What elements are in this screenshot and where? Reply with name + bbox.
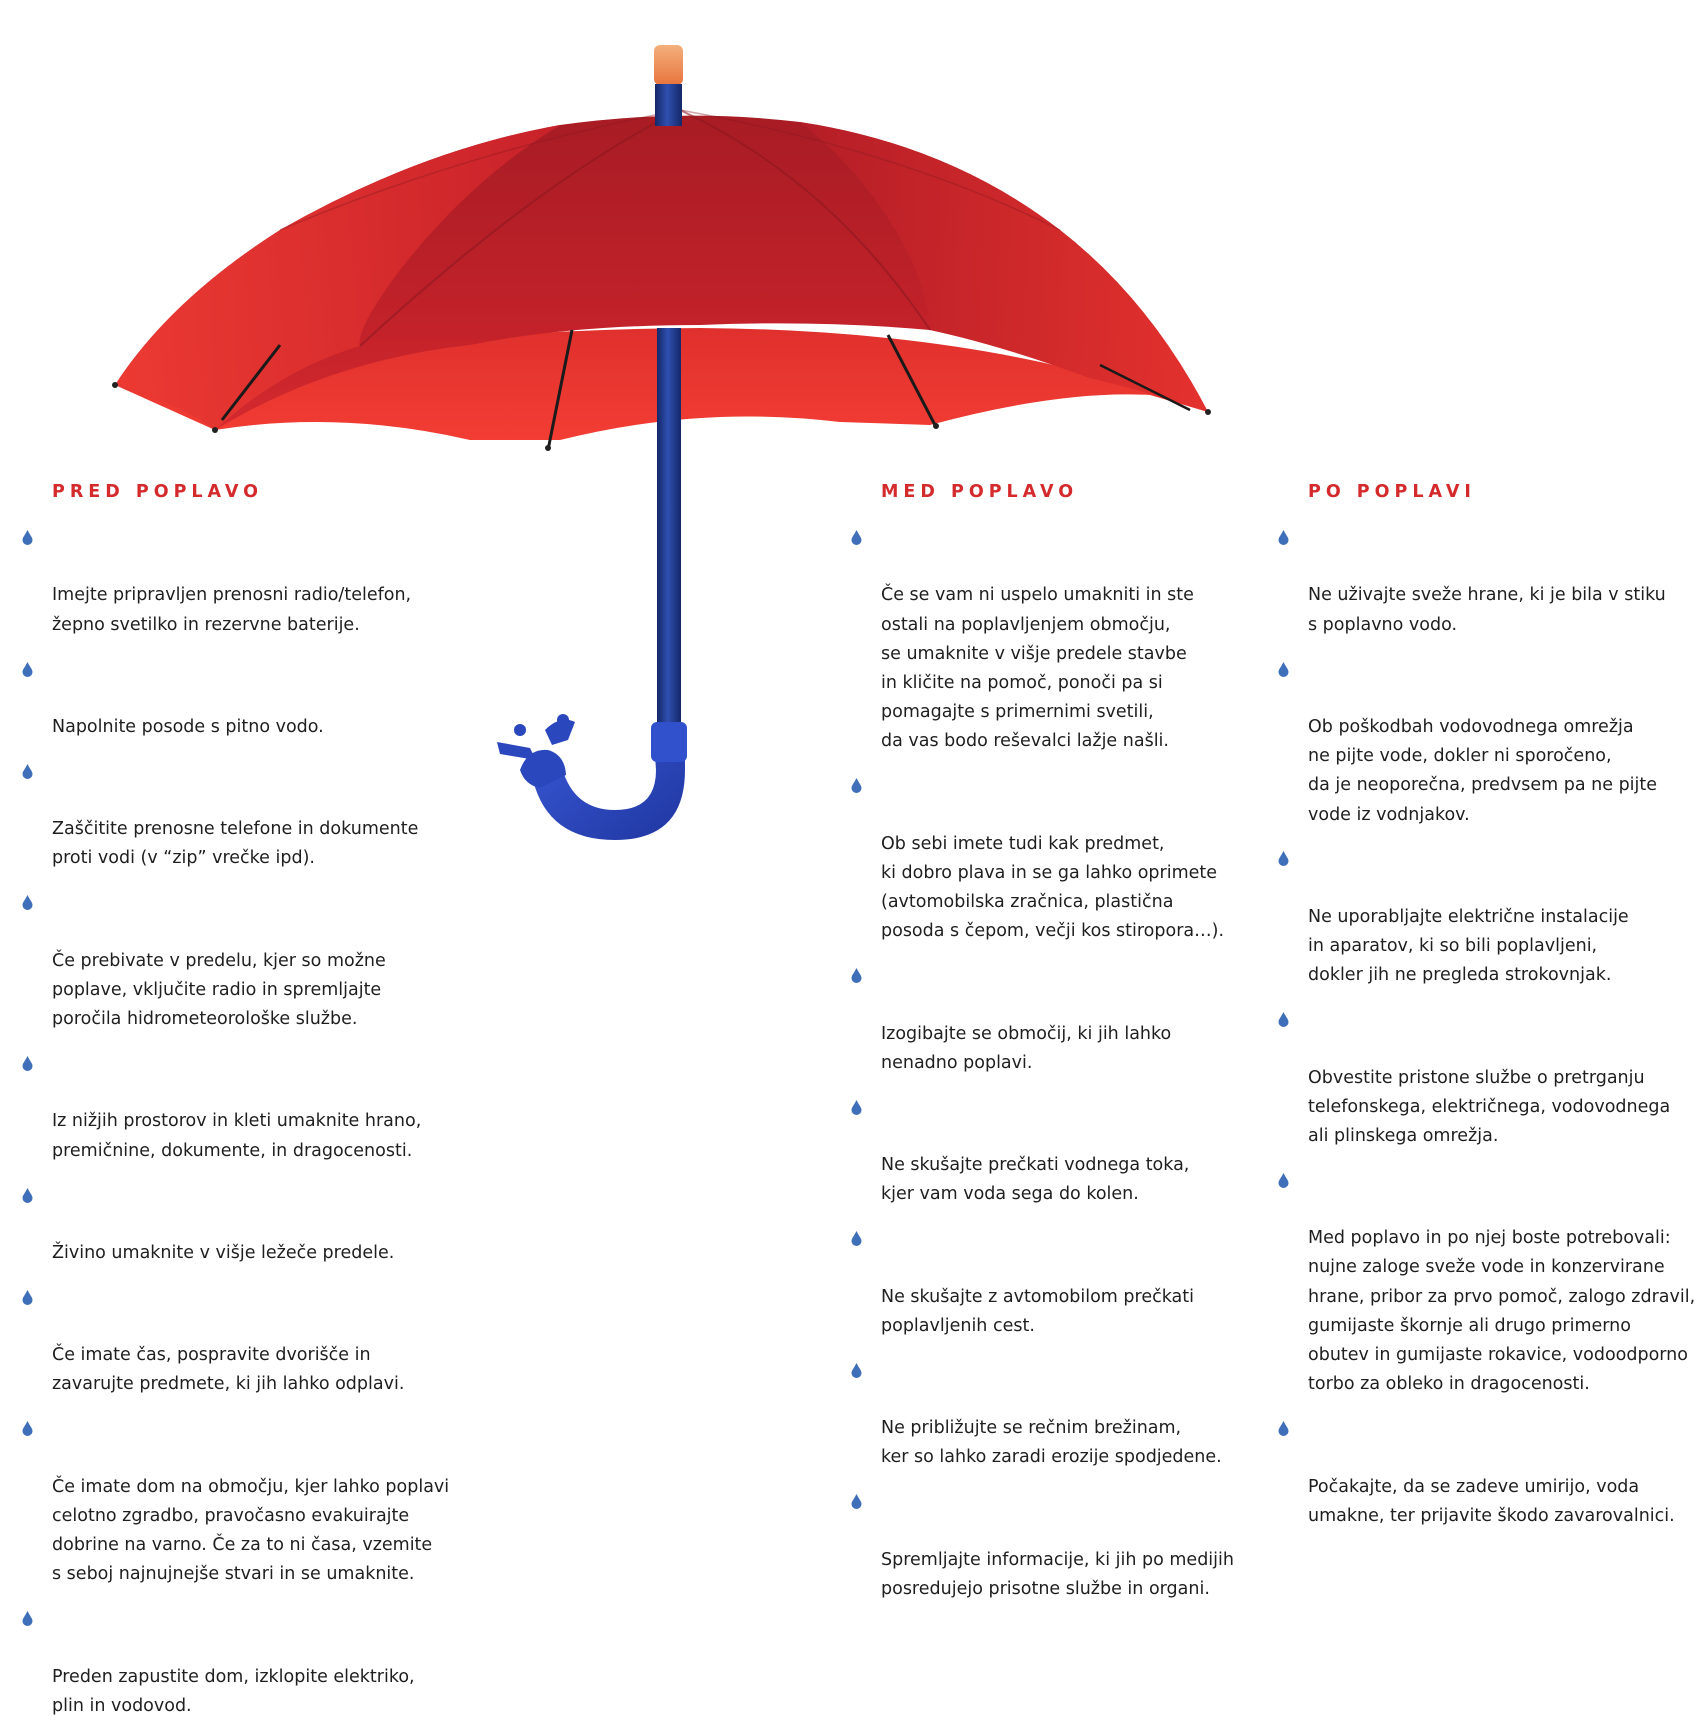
list-item (881, 523, 1271, 757)
list-item-text: Ne skušajte z avtomobilom prečkati poplavljenih cest. (881, 1286, 1195, 1336)
list-item-text: Če imate dom na območju, kjer lahko poplavi celotno zgradbo, pravočasno evakuirajte dobrine na varno. Če za to ni časa, vzemite s seboj najnujnejše stvari in se umaknite. (52, 1476, 450, 1585)
water-drop-icon (851, 1363, 862, 1378)
water-drop-icon (1278, 662, 1289, 677)
list-item (881, 771, 1271, 946)
list-item (52, 1604, 512, 1721)
list-item-text: Preden zapustite dom, izklopite elektriko, plin in vodovod. (52, 1666, 415, 1716)
water-drop-icon (22, 1290, 33, 1305)
list-item-text: Ne približujte se rečnim brežinam, ker so lahko zaradi erozije spodjedene. (881, 1418, 1222, 1468)
water-drop-icon (851, 1100, 862, 1115)
water-drop-icon (851, 968, 862, 983)
list-item-text: Zaščitite prenosne telefone in dokumente proti vodi (v “zip” vrečke ipd). (52, 819, 419, 869)
section-heading: MED POPLAVO (881, 482, 1079, 502)
water-drop-icon (22, 1056, 33, 1071)
section-heading: PRED POPLAVO (52, 482, 264, 502)
advice-list (52, 523, 512, 1721)
water-drop-icon (851, 1231, 862, 1246)
water-drop-icon (851, 778, 862, 793)
water-drop-icon (22, 1421, 33, 1436)
list-item-text: Če se vam ni uspelo umakniti in ste ostali na poplavljenjem območju, se umaknite v višje predele stavbe in kličite na pomoč, ponoči pa si pomagajte s primernimi svetili, da vas bodo reševalci lažje našli. (881, 585, 1194, 752)
list-item (1308, 1414, 1698, 1531)
water-drop-icon (851, 1494, 862, 1509)
water-drop-icon (22, 530, 33, 545)
list-item (52, 1181, 512, 1269)
water-drop-icon (22, 1188, 33, 1203)
list-item (52, 523, 512, 640)
water-drop-icon (1278, 1173, 1289, 1188)
water-drop-icon (22, 895, 33, 910)
section-before-flood (52, 480, 512, 1736)
list-item-text: Imejte pripravljen prenosni radio/telefon, žepno svetilko in rezervne baterije. (52, 585, 412, 635)
list-item (52, 888, 512, 1034)
water-drop-icon (22, 764, 33, 779)
list-item (1308, 655, 1698, 830)
water-drop-icon (1278, 530, 1289, 545)
water-drop-icon (1278, 1421, 1289, 1436)
list-item (52, 1283, 512, 1400)
list-item-text: Iz nižjih prostorov in kleti umaknite hrano, premičnine, dokumente, in dragocenosti. (52, 1111, 422, 1161)
list-item (881, 1093, 1271, 1210)
list-item-text: Če imate čas, pospravite dvorišče in zavarujte predmete, ki jih lahko odplavi. (52, 1345, 405, 1395)
list-item (52, 757, 512, 874)
water-drop-icon (22, 662, 33, 677)
list-item-text: Ob sebi imete tudi kak predmet, ki dobro plava in se ga lahko oprimete (avtomobilska zračnica, plastična posoda s čepom, večji kos stiropora…). (881, 833, 1225, 942)
section-during-flood (881, 480, 1271, 1619)
list-item (881, 961, 1271, 1078)
list-item-text: Ne uporabljajte električne instalacije in aparatov, ki so bili poplavljeni, dokler jih ne pregleda strokovnjak. (1308, 906, 1629, 986)
list-item-text: Obvestite pristone službe o pretrganju telefonskega, električnega, vodovodnega ali plinskega omrežja. (1308, 1067, 1671, 1146)
section-heading: PO POPLAVI (1308, 482, 1476, 502)
list-item-text: Počakajte, da se zadeve umirijo, voda umakne, ter prijavite škodo zavarovalnici. (1308, 1476, 1675, 1526)
list-item-text: Izogibajte se območij, ki jih lahko nenadno poplavi. (881, 1023, 1172, 1073)
list-item-text: Ne uživajte sveže hrane, ki je bila v stiku s poplavno vodo. (1308, 585, 1666, 635)
list-item-text: Živino umaknite v višje ležeče predele. (52, 1242, 395, 1263)
list-item (1308, 1005, 1698, 1151)
list-item (1308, 523, 1698, 640)
list-item (881, 1356, 1271, 1473)
list-item (52, 1049, 512, 1166)
list-item-text: Ne skušajte prečkati vodnega toka, kjer vam voda sega do kolen. (881, 1155, 1190, 1205)
advice-list (881, 523, 1271, 1604)
section-after-flood (1308, 480, 1698, 1546)
list-item-text: Spremljajte informacije, ki jih po medijih posredujejo prisotne službe in organi. (881, 1549, 1234, 1599)
list-item (1308, 844, 1698, 990)
list-item-text: Med poplavo in po njej boste potrebovali: nujne zaloge sveže vode in konzervirane hrane, pribor za prvo pomoč, zalogo zdravil, gumijaste škornje ali drugo primerno obutev in gumijaste rokavice, vodoodporno torbo za obleko in dragocenosti. (1308, 1228, 1696, 1395)
list-item (881, 1487, 1271, 1604)
advice-list (1308, 523, 1698, 1531)
list-item (52, 655, 512, 743)
list-item-text: Napolnite posode s pitno vodo. (52, 716, 324, 737)
list-item-text: Če prebivate v predelu, kjer so možne poplave, vključite radio in spremljajte poročila hidrometeorološke službe. (52, 950, 386, 1030)
water-drop-icon (1278, 851, 1289, 866)
list-item (1308, 1166, 1698, 1400)
list-item-text: Ob poškodbah vodovodnega omrežja ne pijte vode, dokler ni sporočeno, da je neoporečna, predvsem pa ne pijte vode iz vodnjakov. (1308, 716, 1658, 825)
water-drop-icon (1278, 1012, 1289, 1027)
water-drop-icon (22, 1611, 33, 1626)
list-item (52, 1414, 512, 1589)
water-drop-icon (851, 530, 862, 545)
list-item (881, 1224, 1271, 1341)
